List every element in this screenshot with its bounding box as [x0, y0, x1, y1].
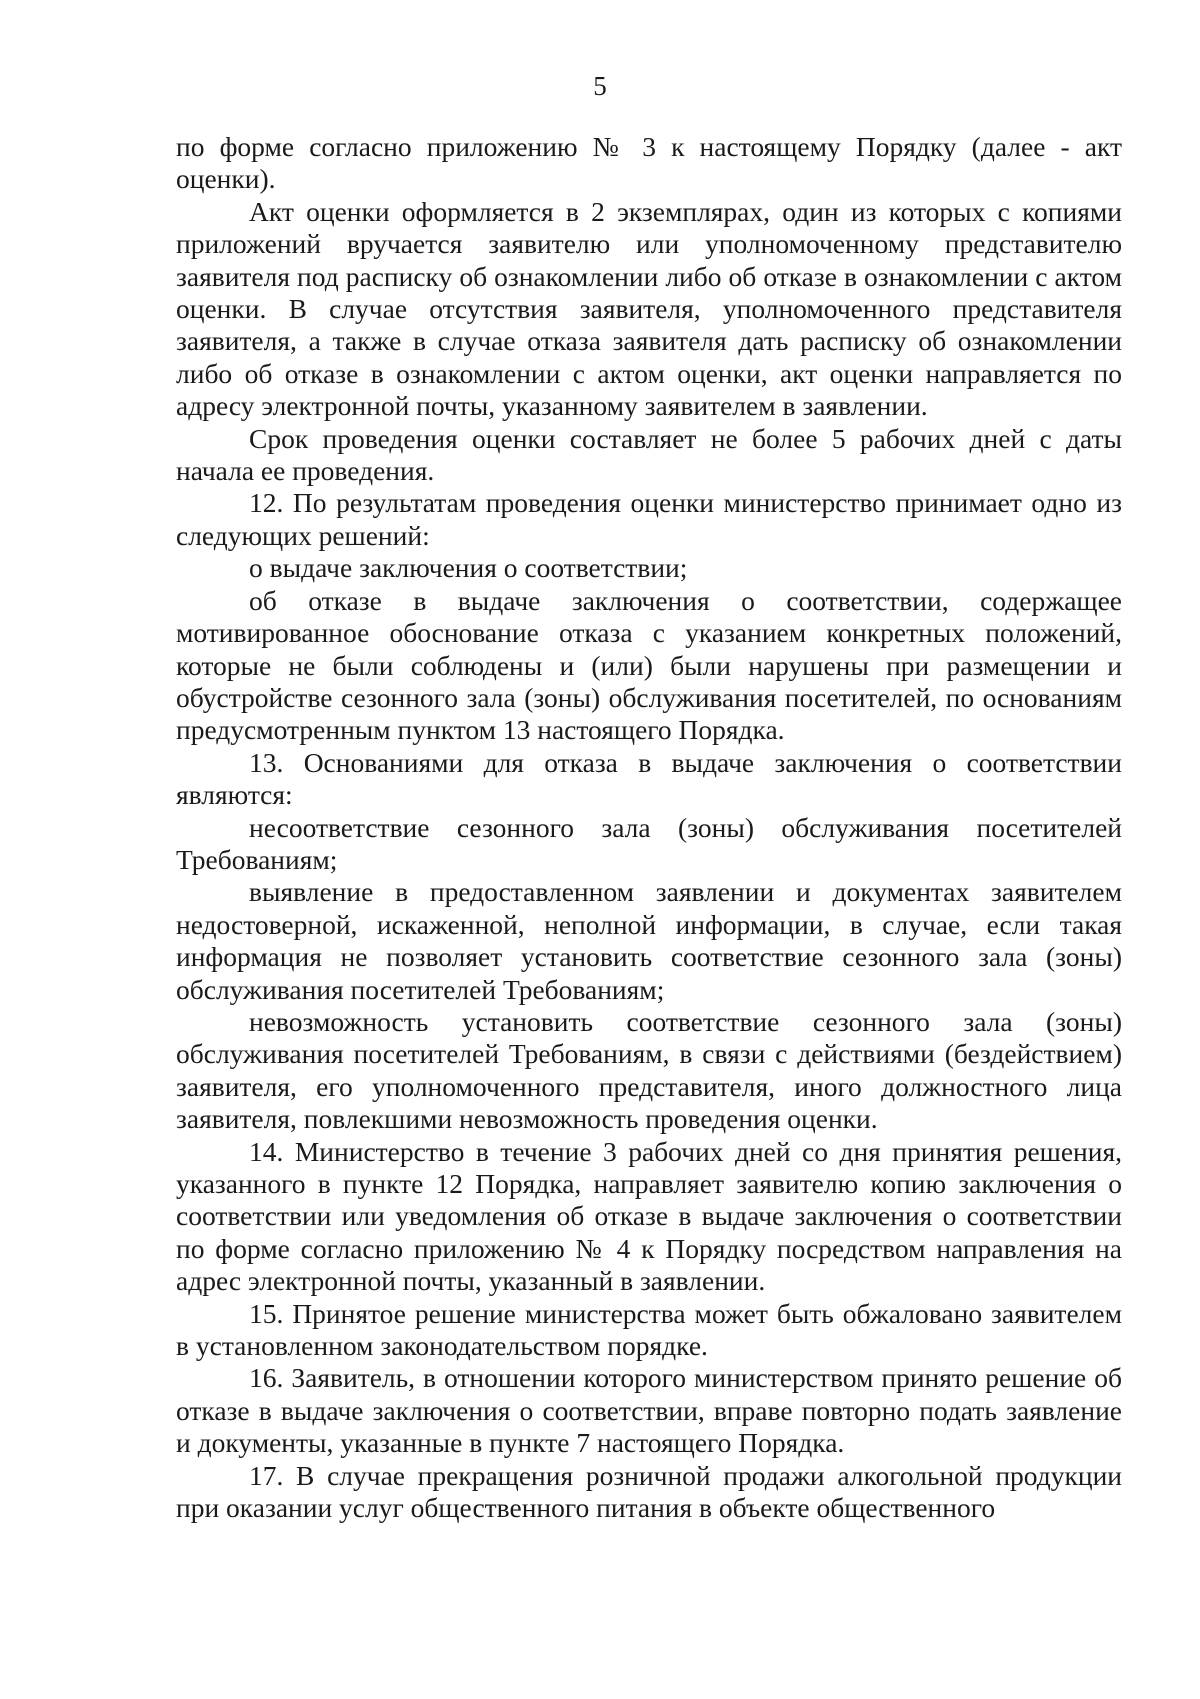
page-number: 5 — [593, 71, 607, 101]
paragraph-item-13-reason-1: несоответствие сезонного зала (зоны) обслуживания посетителей Требованиям; — [176, 811, 1122, 875]
paragraph-akt-ocenki-ekzemplyary: Акт оценки оформляется в 2 экземплярах, один из которых с копиями приложений вручается заявителю или уполномоченному представителю заявителя под расписку об ознакомлении либо об отказе в ознакомлении с актом оценки. В случае отсутствия заявителя, уполномоченного представителя заявителя, а также в случае отказа заявителя дать расписку об ознакомлении либо об отказе в ознакомлении с актом оценки, акт оценки направляется по адресу электронной почты, указанному заявителем в заявлении. — [176, 195, 1122, 422]
paragraph-item-12-option-2: об отказе в выдаче заключения о соответствии, содержащее мотивированное обоснование отказа с указанием конкретных положений, которые не были соблюдены и (или) были нарушены при размещении и обустройстве сезонного зала (зоны) обслуживания посетителей, по основаниям предусмотренным пунктом 13 настоящего Порядка. — [176, 584, 1122, 746]
paragraph-item-17: 17. В случае прекращения розничной продажи алкогольной продукции при оказании услуг общественного питания в объекте общественного — [176, 1459, 1122, 1524]
paragraph-item-16: 16. Заявитель, в отношении которого министерством принято решение об отказе в выдаче заключения о соответствии, вправе повторно подать заявление и документы, указанные в пункте 7 настоящего Порядка. — [176, 1362, 1122, 1459]
paragraph-item-13: 13. Основаниями для отказа в выдаче заключения о соответствии являются: — [176, 746, 1122, 811]
paragraph-item-14: 14. Министерство в течение 3 рабочих дней со дня принятия решения, указанного в пункте 12 Порядка, направляет заявителю копию заключения о соответствии или уведомления об отказе в выдаче заключения о соответствии по форме согласно приложению № 4 к Порядку посредством направления на адрес электронной почты, указанный в заявлении. — [176, 1135, 1122, 1297]
paragraph-akt-ocenki-intro: по форме согласно приложению № 3 к настоящему Порядку (далее - акт оценки). — [176, 131, 1122, 195]
document-body — [176, 131, 1122, 1524]
paragraph-item-13-reason-2: выявление в предоставленном заявлении и документах заявителем недостоверной, искаженной, неполной информации, в случае, если такая информация не позволяет установить соответствие сезонного зала (зоны) обслуживания посетителей Требованиям; — [176, 876, 1122, 1005]
paragraph-item-13-reason-3: невозможность установить соответствие сезонного зала (зоны) обслуживания посетителей Требованиям, в связи с действиями (бездействием) заявителя, его уполномоченного представителя, иного должностного лица заявителя, повлекшими невозможность проведения оценки. — [176, 1005, 1122, 1135]
paragraph-srok-provedeniya: Срок проведения оценки составляет не более 5 рабочих дней с даты начала ее проведения. — [176, 422, 1122, 487]
paragraph-item-12-option-1: о выдаче заключения о соответствии; — [249, 552, 688, 584]
paragraph-item-12: 12. По результатам проведения оценки министерство принимает одно из следующих решений: — [176, 487, 1122, 551]
paragraph-item-15: 15. Принятое решение министерства может быть обжаловано заявителем в установленном законодательством порядке. — [176, 1297, 1122, 1362]
